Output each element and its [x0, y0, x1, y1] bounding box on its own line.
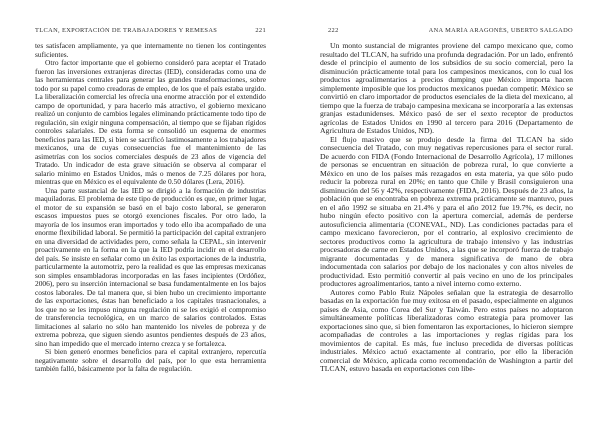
page-body-right — [320, 42, 573, 374]
running-head-right — [320, 27, 573, 34]
running-head-left — [35, 27, 266, 34]
page-left — [35, 27, 266, 374]
paragraph: Otro factor importante que el gobierno consideró para aceptar el Tratado fueron las inversiones extranjeras directas (IED), consideradas como una de las herramientas centrales para generar las grandes transformaciones, sobre todo por su papel como creadoras de empleo, de los que el país estaba urgido. La liberalización comercial les ofrecía una enorme atracción por el extendido campo de oportunidad, y para hacerlo más atractivo, el gobierno mexicano realizó un conjunto de cambios legales eliminando prácticamente todo tipo de regulación, sin exigir ninguna compensación, al tiempo que se fijaban rígidos controles salariales. De esta forma se consolidó un esquema de enormes beneficios para las IED, si bien se sacrificó lastimosamente a los trabajadores mexicanos, una de cuyas consecuencias fue el mantenimiento de las asimetrías con los socios comerciales después de 23 años de vigencia del Tratado. Un indicador de esta grave situación se observa al comparar el salario mínimo en Estados Unidos, más o menos de 7.25 dólares por hora, mientras que en México es el equivalente de 0.50 dólares (Lera, 2016). — [35, 58, 266, 186]
paragraph: Autores como Pablo Ruiz Nápoles señalan que la estrategia de desarrollo basadas en la exportación fue muy exitosa en el pasado, especialmente en algunos países de Asia, como Corea del Sur y Taiwán. Pero estos países no adoptaron simultáneamente políticas liberalizadoras como estrategia para promover las exportaciones sino que, si bien fomentaron las exportaciones, lo hicieron siempre acompañadas de controles a las importaciones y reglas rígidas para los movimientos de capital. Es más, fue incluso precedida de diversas políticas industriales. México actuó exactamente al contrario, por ello la liberación comercial de México, aplicada como recomendación de Washington a partir del TLCAN, estuvo basada en exportaciones con libe- — [320, 287, 573, 373]
page-body-left — [35, 42, 266, 374]
page-number-right: 222 — [328, 27, 339, 34]
running-head-title-right: ANA MARÍA ARAGONÉS, UBERTO SALGADO — [428, 27, 573, 34]
running-head-title-left: TLCAN, EXPORTACIÓN DE TRABAJADORES Y REMESAS — [35, 27, 218, 34]
paragraph: tes satisfacen ampliamente, ya que internamente no tienen los contingentes suficientes. — [35, 41, 266, 59]
paragraph: El flujo masivo que se produjo desde la firma del TLCAN ha sido consecuencia del Tratado, con muy negativas repercusiones para el sector rural. De acuerdo con FIDA (Fondo Internacional de Desarrollo Agrícola), 17 millones de personas se encuentran en situación de pobreza rural, lo que convierte a México en uno de los países más rezagados en esta materia, ya que sólo pudo reducir la pobreza rural en 20%; en tanto que Chile y Brasil consiguieron una disminución del 56 y 42%, respectivamente (FIDA, 2016). Después de 23 años, la población que se encontraba en pobreza extrema prácticamente se mantuvo, pues en el año 1992 se situaba en 21.4% y para el año 2012 fue 19.7%, es decir, no hubo ningún efecto positivo con la apertura comercial, además de perderse autosuficiencia alimentaria (CONEVAL, ND). Las condiciones pactadas para el campo mexicano favorecieron, por el contrario, al explosivo crecimiento de sectores productivos como la agricultura de trabajo intensivo y las industrias procesadoras de carne en Estados Unidos, a las que se incorporó fuerza de trabajo migrante documentadas y de manera significativa de mano de obra indocumentada con salarios por debajo de los nacionales y con altos niveles de productividad. Esto permitió convertir al país vecino en uno de los principales productores agroalimentarios, tanto a nivel interno como externo. — [320, 134, 573, 288]
page-number-left: 221 — [255, 27, 266, 34]
paragraph: Una parte sustancial de las IED se dirigió a la formación de industrias maquiladoras. El problema de este tipo de producción es que, en primer lugar, el motor de su expansión se basó en el bajo costo laboral, se generaron escasos impuestos pues se otorgó exenciones fiscales. Por otro lado, la mayoría de los insumos eran importados y todo ello iba acompañado de una enorme flexibilidad laboral. Se permitió la participación del capital extranjero en una diversidad de actividades pero, como señala la CEPAL, sin intervenir proactivamente en la forma en la que la IED podría incidir en el desarrollo del país. Se insiste en señalar como un éxito las exportaciones de la industria, particularmente la automotriz, pero la realidad es que las empresas mexicanas son simples ensambladoras incorporadas en las fases incipientes (Ordóñez, 2006), pero su inserción internacional se basa fundamentalmente en los bajos costos laborales. De tal manera que, si bien hubo un crecimiento importante de las exportaciones, éstas han beneficiado a los capitales trasnacionales, a los que no se les impuso ninguna regulación ni se les exigió el compromiso de transferencia tecnológica, en un marco de salarios controlados. Estas limitaciones al salario no sólo han mantenido los niveles de pobreza y de extrema pobreza, que siguen siendo asuntos pendientes después de 23 años, sino han impedido que el mercado interno crezca y se fortalezca. — [35, 185, 266, 348]
paragraph: Un monto sustancial de migrantes proviene del campo mexicano que, como resultado del TLCAN, ha sufrido una profunda degradación. Por un lado, enfrentó desde el principio el aumento de los subsidios de su socio comercial, pero la disminución prácticamente total para los campesinos mexicanos, con lo cual los productos agroalimentarios a precios dumping que México importa hacen simplemente imposible que los productos mexicanos puedan competir. México se convirtió en claro importador de productos esenciales de la dieta del mexicano, al tiempo que la fuerza de trabajo campesina mexicana se incorporaría a las extensas granjas estadunidenses. México pasó de ser el sexto receptor de productos agrícolas de Estados Unidos en 1990 al tercero para 2016 (Departamento de Agricultura de Estados Unidos, ND). — [320, 41, 573, 135]
page-right — [320, 27, 573, 374]
paragraph: Si bien generó enormes beneficios para el capital extranjero, repercutía negativamente sobre el desarrollo del país, por lo que esta herramienta también falló, básicamente por la falta de regulación. — [35, 347, 266, 373]
